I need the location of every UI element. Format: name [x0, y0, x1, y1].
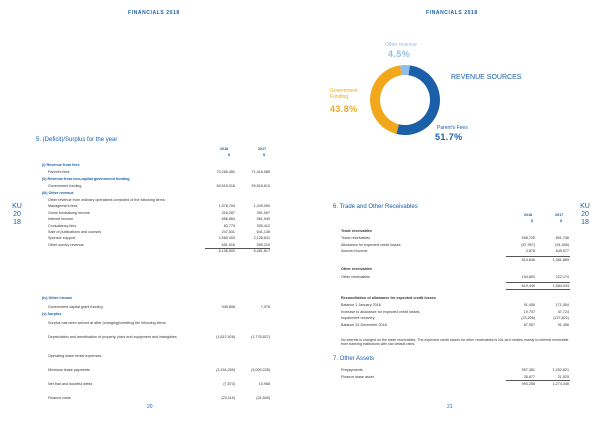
value-2018: 91,456 — [523, 303, 535, 307]
row-label: Balance 1 January 2018 — [341, 303, 381, 307]
assets-total-2018: 993,258 — [521, 382, 535, 386]
donut-pct-parents: 51.7% — [435, 132, 463, 142]
value-2017: 71,416,085 — [251, 170, 270, 175]
col-currency: $ — [228, 153, 231, 157]
value-2018: 104,803 — [521, 275, 535, 279]
value-2018: 6,106,500 — [218, 249, 235, 254]
value-2018: 2,569,400 — [218, 236, 235, 241]
row-label: Allowance for expected credit losses — [341, 242, 401, 247]
row-label: Government capital grant funding — [48, 304, 103, 309]
value-2017: 47,724 — [557, 309, 569, 314]
value-2017: 171,554 — [555, 303, 569, 307]
assets-total-2017: 1,274,346 — [552, 382, 569, 386]
left-side-tag — [10, 203, 24, 227]
value-2018: 59,516,018 — [216, 184, 235, 189]
value-2018: 856,884 — [221, 217, 235, 222]
value-2017: 391,097 — [256, 210, 270, 215]
right-side-tag — [578, 203, 592, 227]
row-label: Sale of publications and courses — [48, 230, 102, 234]
value-2017: 91,456 — [557, 322, 569, 327]
row-label: Finance lease asset — [341, 374, 374, 379]
row-label: Management fees — [48, 204, 78, 209]
col-year-2017: 2017 — [555, 213, 564, 217]
value-2018: 3,878 — [525, 249, 535, 253]
side-tag-line: 20 — [13, 211, 21, 218]
receivables-note: No interest is charged on the trade receivables. The expected credit losses for other receivables is NIL as it relates mainly to interest receivable from banking institutions with low default rates. — [341, 338, 569, 347]
value-2017: 7,978 — [260, 304, 270, 309]
divider — [506, 380, 570, 381]
side-tag-line: 18 — [581, 219, 589, 226]
value-2017: 559,210 — [256, 242, 270, 247]
donut-slice-1 — [396, 65, 440, 135]
value-2018: 83,775 — [223, 223, 235, 228]
value-2018: 1,378,705 — [218, 204, 235, 209]
donut-pct-government: 43.8% — [330, 104, 358, 114]
row-heading: (i) Revenue from fees — [42, 163, 80, 167]
row-heading: (iii) Other revenue — [42, 190, 74, 195]
other-receivables-heading: Other receivables — [341, 267, 372, 271]
side-tag-line: KU — [12, 203, 22, 210]
divider — [506, 256, 570, 257]
value-2018: 945,808 — [221, 304, 235, 309]
side-tag-line: 18 — [13, 219, 21, 226]
value-2018: 19,707 — [523, 309, 535, 314]
trade-total-2017: 1,361,869 — [552, 258, 569, 262]
donut-label-other: Other revenue — [385, 42, 417, 48]
donut-label-government: Government Funding — [330, 88, 358, 100]
col-currency: $ — [531, 219, 534, 223]
value-2018: 87,957 — [523, 322, 535, 327]
value-2018: (23,206) — [521, 316, 535, 320]
row-label: Parent's fees — [48, 170, 70, 175]
trade-total-2018: 514,646 — [521, 258, 535, 262]
col-year-2018: 2018 — [220, 147, 229, 151]
right-page-number: 21 — [447, 404, 453, 410]
value-2017: 10,968 — [258, 382, 270, 386]
value-2018: (23,110) — [221, 396, 235, 400]
row-label: Impairment recovery — [341, 316, 375, 320]
row-label: Other revenue from ordinary operations consisted of the following items: — [48, 198, 166, 202]
row-label: Increase to allowance for expected credit losses — [341, 309, 420, 314]
row-label: Balance 31 December 2018 — [341, 322, 387, 327]
left-page-number: 20 — [147, 404, 153, 410]
value-2017: 961,049 — [256, 217, 270, 222]
value-2017: 649,577 — [555, 249, 569, 253]
value-2018: 651,916 — [221, 242, 235, 247]
row-heading: (v) Surplus — [42, 312, 62, 316]
other-total-2018: 619,449 — [521, 284, 535, 288]
donut-slice-0 — [400, 65, 410, 75]
right-running-head: FINANCIALS 2018 — [426, 10, 478, 16]
row-label: Operating lease rental expenses: — [48, 354, 103, 358]
donut-label-parents: Parent's Fees — [437, 125, 468, 131]
row-label: Sponsor support — [48, 236, 76, 241]
donut-title: REVENUE SOURCES — [451, 74, 522, 81]
value-2017: (24,540) — [256, 396, 270, 400]
value-2017: 1,439,050 — [253, 204, 270, 209]
row-label: Other sundry revenue — [48, 242, 84, 247]
donut-slice-2 — [370, 65, 401, 134]
section-7-title: 7. Other Assets — [333, 356, 375, 362]
depreciation-label: Depreciation and amortisation of property, plant and equipment and intangibles — [48, 335, 177, 339]
value-2017: 801,748 — [555, 236, 569, 240]
value-2018: (87,957) — [521, 242, 535, 247]
row-heading: (iv) Other income — [42, 296, 73, 300]
row-label: Gross fundraising income — [48, 210, 90, 215]
row-label: Surplus has been arrived at after (charging)/crediting the following items: — [48, 320, 167, 325]
value-2017: 59,518,613 — [251, 184, 270, 189]
section-5-title: 5. (Deficit)/Surplus for the year — [36, 137, 118, 143]
col-year-2017: 2017 — [258, 147, 267, 151]
row-label: Prepayments — [341, 368, 363, 372]
side-tag-line: 20 — [581, 211, 589, 218]
row-label: Consultancy fees — [48, 223, 77, 228]
divider — [506, 282, 570, 283]
value-2017: 6,481,617 — [253, 249, 270, 254]
section-6-title: 6. Trade and Other Receivables — [333, 204, 418, 210]
col-year-2018: 2018 — [524, 213, 533, 217]
row-heading: (ii) Revenue from non-capital government funding — [42, 176, 130, 181]
value-2018: 598,725 — [521, 236, 535, 240]
value-2018: (7,873) — [223, 382, 235, 386]
value-2017: (91,456) — [555, 242, 569, 247]
value-2017: 222,174 — [555, 275, 569, 279]
row-label: Interest income — [48, 217, 74, 222]
value-2017: 1,252,821 — [552, 368, 569, 372]
other-total-2017: 1,584,043 — [552, 284, 569, 288]
value-2017: 2,128,631 — [253, 236, 270, 241]
side-tag-line: KU — [580, 203, 590, 210]
row-label: Net bad and doubtful debts — [48, 382, 93, 386]
divider — [506, 289, 570, 290]
value-2017: (127,822) — [553, 316, 569, 320]
row-label: Government funding — [48, 184, 82, 189]
depreciation-2017: (1,778,827) — [251, 335, 270, 339]
value-2018: 957,381 — [521, 368, 535, 372]
row-label: Minimum lease payments — [48, 368, 90, 372]
row-label: Accrued income — [341, 249, 368, 253]
reconciliation-heading: Reconciliation of allowance for expected credit losses — [341, 296, 436, 300]
value-2017: 305,412 — [256, 223, 270, 228]
row-label: Other receivables — [341, 275, 370, 279]
depreciation-2018: (1,812,926) — [216, 335, 235, 339]
value-2018: (3,154,269) — [216, 368, 235, 372]
trade-receivables-heading: Trade receivables — [341, 229, 372, 233]
value-2018: 318,287 — [221, 210, 235, 215]
donut-pct-other: 4.5% — [388, 49, 411, 59]
value-2018: 35,877 — [523, 374, 535, 379]
value-2018: 70,265,450 — [216, 170, 235, 175]
col-currency: $ — [560, 219, 563, 223]
value-2018: 247,531 — [221, 230, 235, 234]
left-running-head: FINANCIALS 2018 — [128, 10, 180, 16]
value-2017: 21,525 — [557, 374, 569, 379]
col-currency: $ — [263, 153, 266, 157]
value-2017: (3,009,235) — [251, 368, 270, 372]
value-2017: 641,136 — [256, 230, 270, 234]
row-label: Finance costs — [48, 396, 71, 400]
row-label: Trade receivables — [341, 236, 371, 240]
